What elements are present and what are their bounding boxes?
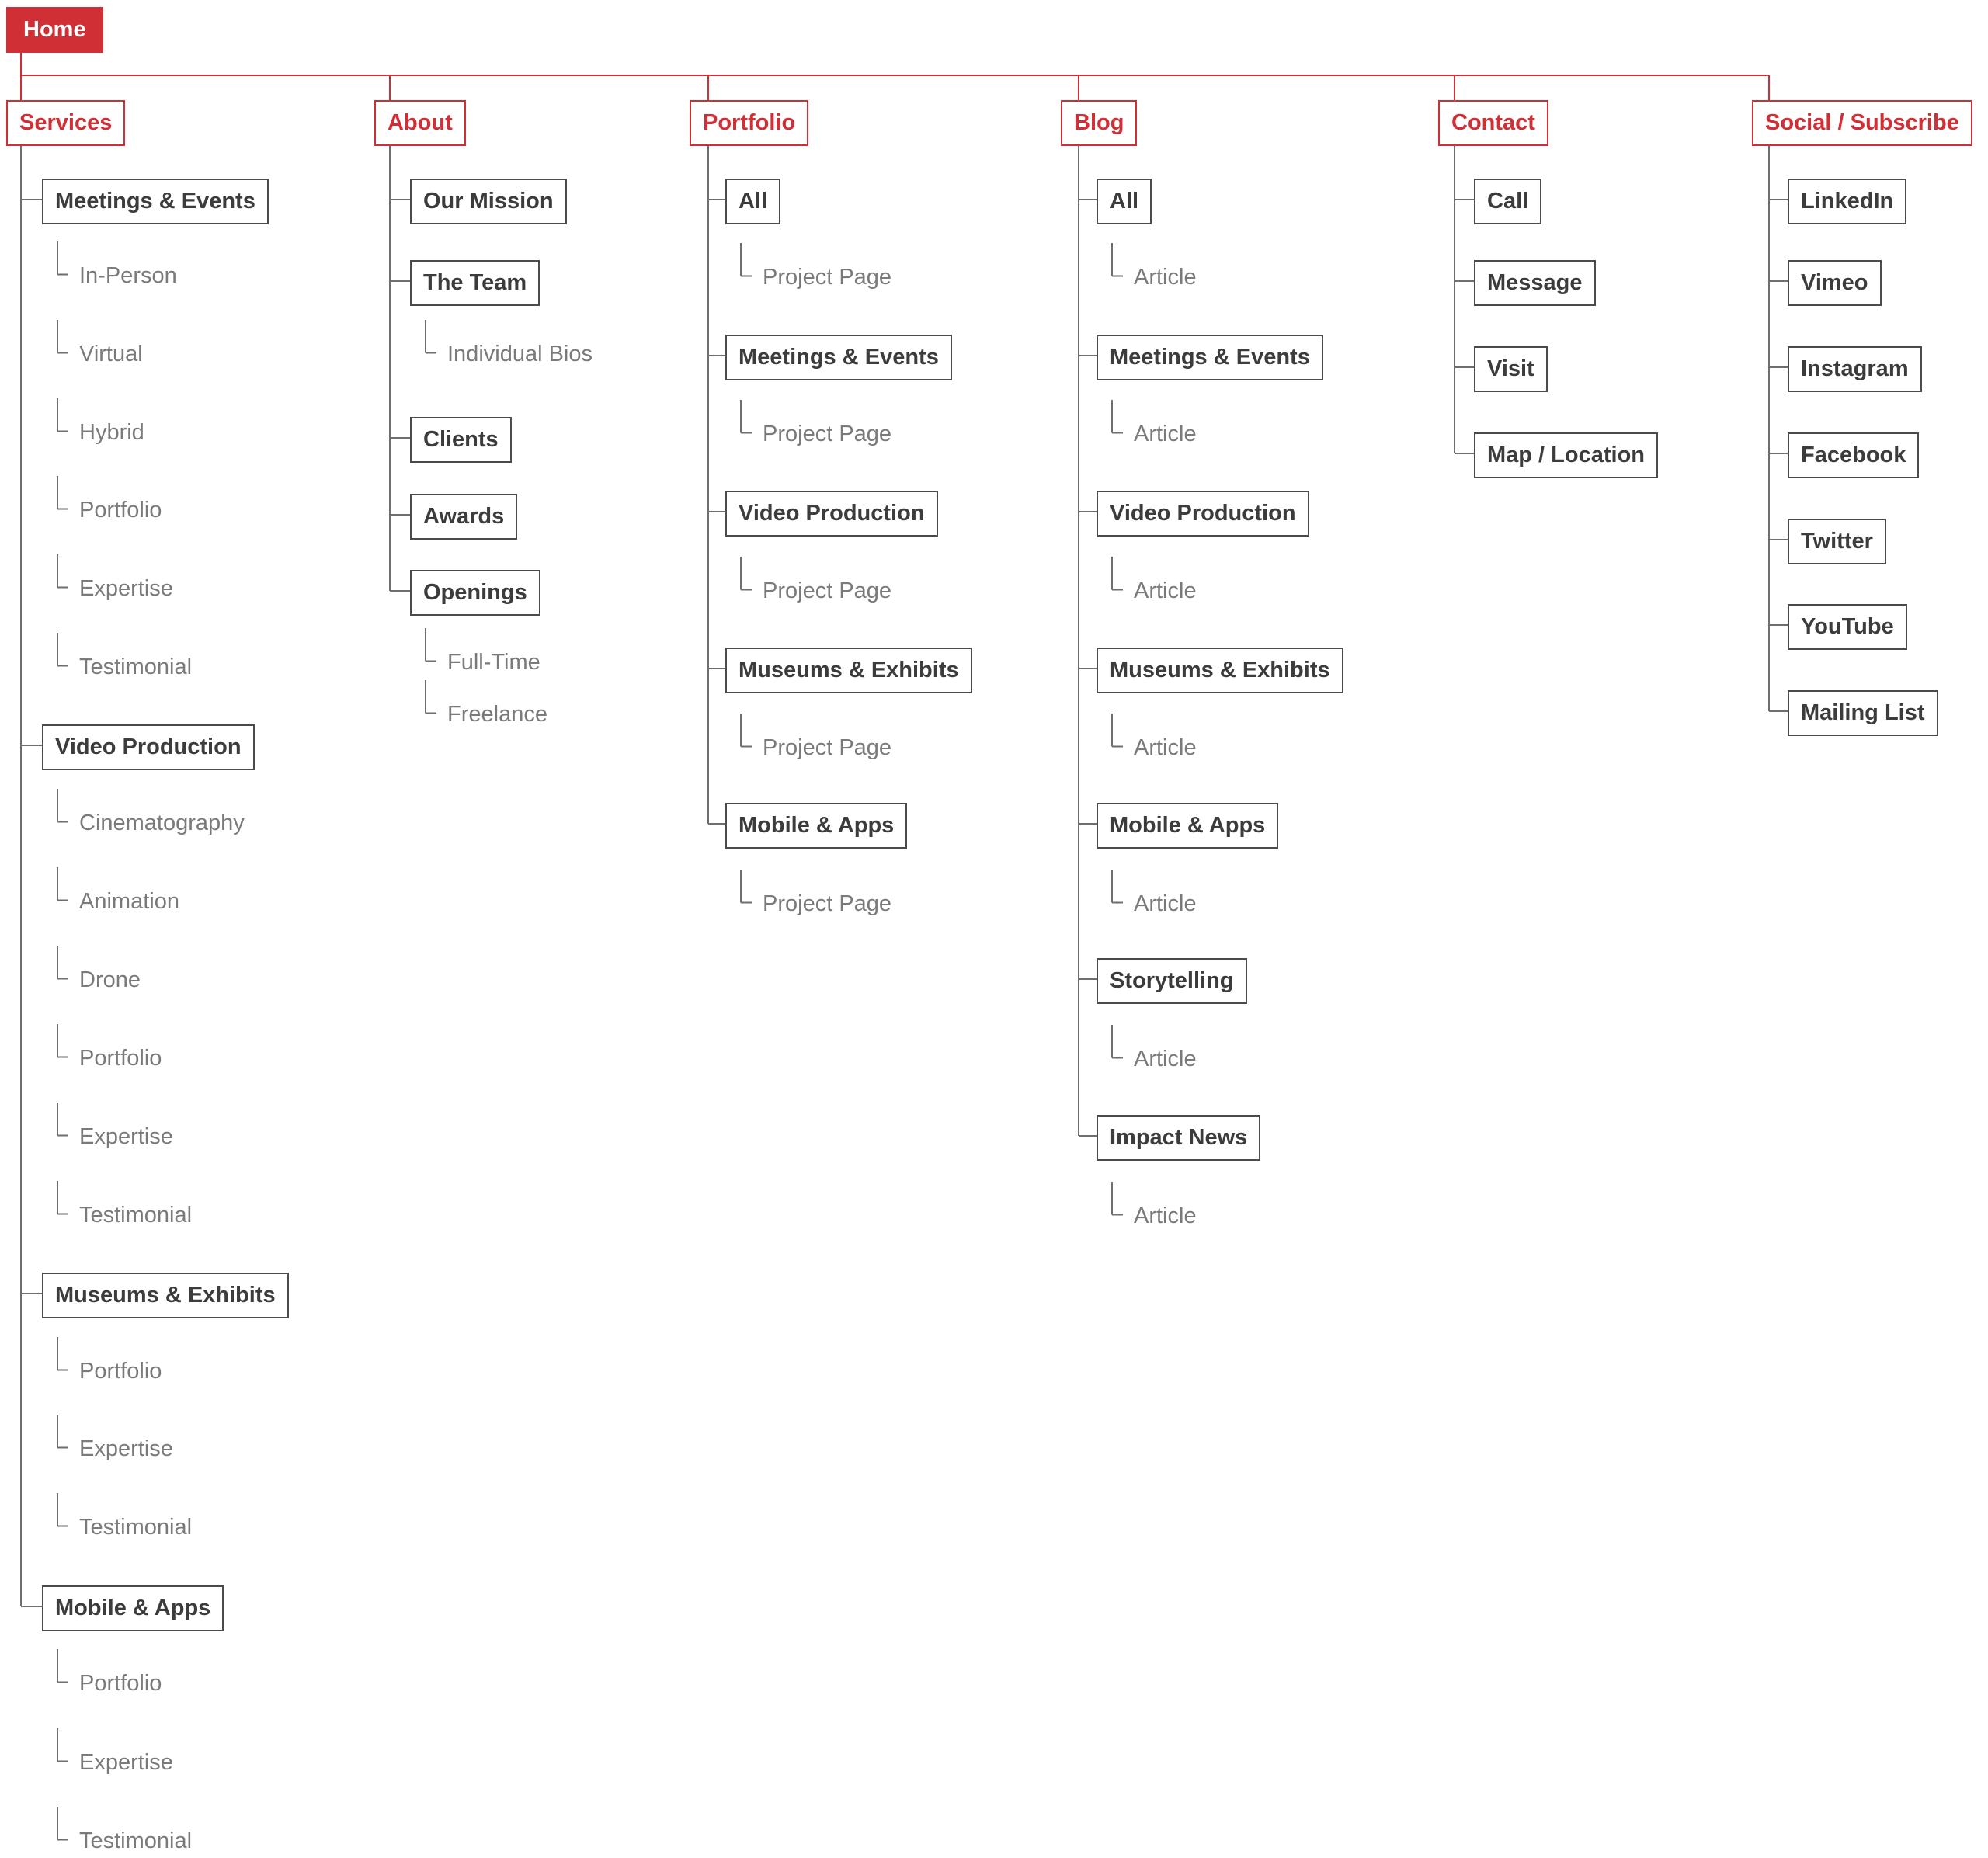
subpage-project-page[interactable]: Project Page [763,735,892,760]
page-portfolio-video-production[interactable]: Video Production [725,491,938,537]
subpage-cinematography[interactable]: Cinematography [79,811,245,835]
page-social-subscribe-facebook[interactable]: Facebook [1788,432,1919,478]
subpage-portfolio[interactable]: Portfolio [79,1046,162,1071]
subpage-full-time[interactable]: Full-Time [447,650,540,675]
subpage-individual-bios[interactable]: Individual Bios [447,342,593,366]
subpage-portfolio[interactable]: Portfolio [79,498,162,523]
subpage-virtual[interactable]: Virtual [79,342,143,366]
page-social-subscribe-linkedin[interactable]: LinkedIn [1788,179,1906,224]
subpage-in-person[interactable]: In-Person [79,263,177,288]
subpage-article[interactable]: Article [1134,1203,1197,1228]
page-services-museums-and-exhibits[interactable]: Museums & Exhibits [42,1273,289,1318]
subpage-project-page[interactable]: Project Page [763,578,892,603]
subpage-animation[interactable]: Animation [79,889,179,914]
subpage-portfolio[interactable]: Portfolio [79,1671,162,1696]
page-blog-storytelling[interactable]: Storytelling [1097,958,1247,1004]
page-about-openings[interactable]: Openings [410,570,540,616]
subpage-hybrid[interactable]: Hybrid [79,420,144,445]
subpage-article[interactable]: Article [1134,578,1197,603]
subpage-expertise[interactable]: Expertise [79,576,173,601]
subpage-article[interactable]: Article [1134,735,1197,760]
subpage-article[interactable]: Article [1134,891,1197,916]
subpage-article[interactable]: Article [1134,422,1197,446]
page-blog-video-production[interactable]: Video Production [1097,491,1309,537]
page-blog-mobile-and-apps[interactable]: Mobile & Apps [1097,803,1278,849]
subpage-testimonial[interactable]: Testimonial [79,655,193,679]
home-node[interactable]: Home [6,7,103,53]
page-blog-meetings-and-events[interactable]: Meetings & Events [1097,335,1323,380]
section-about[interactable]: About [374,100,466,146]
page-contact-visit[interactable]: Visit [1474,346,1548,392]
subpage-project-page[interactable]: Project Page [763,422,892,446]
subpage-portfolio[interactable]: Portfolio [79,1359,162,1384]
section-blog[interactable]: Blog [1061,100,1137,146]
page-blog-all[interactable]: All [1097,179,1152,224]
page-portfolio-mobile-and-apps[interactable]: Mobile & Apps [725,803,907,849]
subpage-testimonial[interactable]: Testimonial [79,1203,193,1228]
subpage-expertise[interactable]: Expertise [79,1436,173,1461]
section-contact[interactable]: Contact [1438,100,1548,146]
page-about-the-team[interactable]: The Team [410,260,540,306]
section-services[interactable]: Services [6,100,125,146]
page-services-video-production[interactable]: Video Production [42,724,255,770]
page-blog-museums-and-exhibits[interactable]: Museums & Exhibits [1097,648,1343,693]
page-services-mobile-and-apps[interactable]: Mobile & Apps [42,1585,224,1631]
subpage-project-page[interactable]: Project Page [763,265,892,290]
subpage-article[interactable]: Article [1134,265,1197,290]
page-social-subscribe-twitter[interactable]: Twitter [1788,519,1886,564]
page-portfolio-meetings-and-events[interactable]: Meetings & Events [725,335,952,380]
page-social-subscribe-vimeo[interactable]: Vimeo [1788,260,1882,306]
page-social-subscribe-youtube[interactable]: YouTube [1788,604,1907,650]
subpage-project-page[interactable]: Project Page [763,891,892,916]
page-services-meetings-and-events[interactable]: Meetings & Events [42,179,269,224]
page-contact-message[interactable]: Message [1474,260,1596,306]
section-social-subscribe[interactable]: Social / Subscribe [1752,100,1972,146]
page-about-our-mission[interactable]: Our Mission [410,179,567,224]
subpage-freelance[interactable]: Freelance [447,702,547,727]
subpage-expertise[interactable]: Expertise [79,1750,173,1775]
subpage-drone[interactable]: Drone [79,967,141,992]
page-social-subscribe-mailing-list[interactable]: Mailing List [1788,690,1938,736]
subpage-article[interactable]: Article [1134,1047,1197,1071]
subpage-testimonial[interactable]: Testimonial [79,1828,193,1853]
page-about-clients[interactable]: Clients [410,417,512,463]
page-contact-call[interactable]: Call [1474,179,1541,224]
page-portfolio-museums-and-exhibits[interactable]: Museums & Exhibits [725,648,972,693]
page-portfolio-all[interactable]: All [725,179,780,224]
section-portfolio[interactable]: Portfolio [690,100,808,146]
page-contact-map-location[interactable]: Map / Location [1474,432,1658,478]
subpage-testimonial[interactable]: Testimonial [79,1515,193,1540]
subpage-expertise[interactable]: Expertise [79,1124,173,1149]
page-about-awards[interactable]: Awards [410,494,517,540]
page-social-subscribe-instagram[interactable]: Instagram [1788,346,1922,392]
page-blog-impact-news[interactable]: Impact News [1097,1115,1260,1161]
